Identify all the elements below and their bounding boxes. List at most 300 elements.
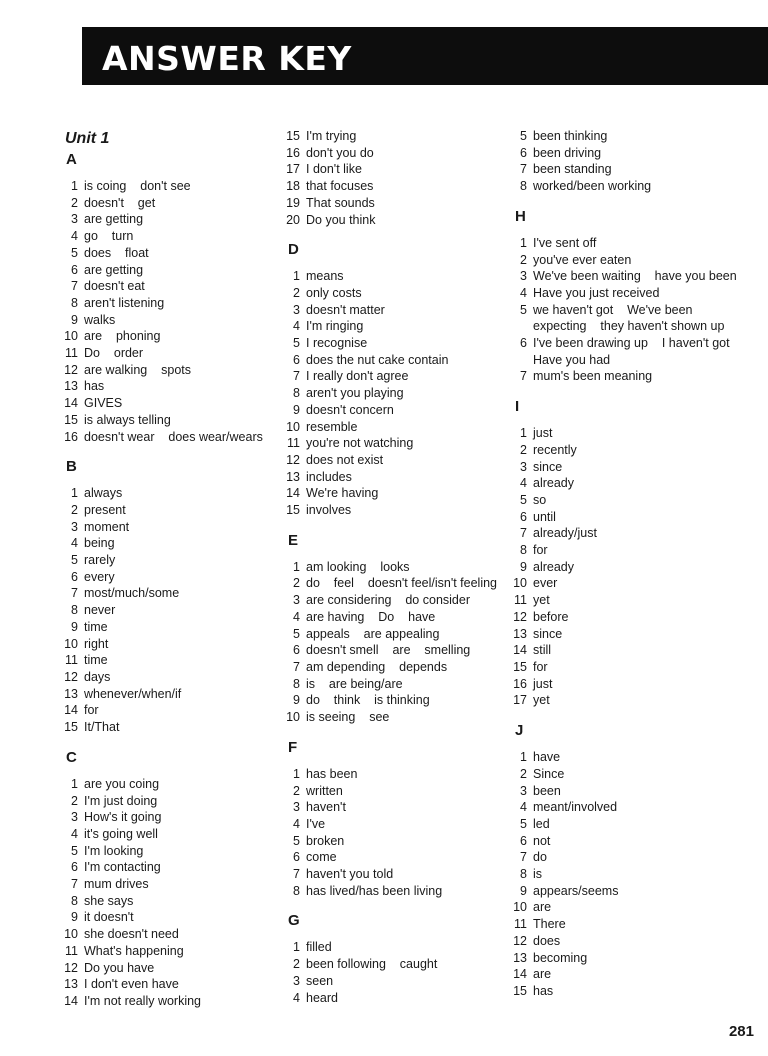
answer-number: 4 bbox=[293, 816, 300, 831]
answer-item bbox=[60, 535, 295, 552]
section-letter: B bbox=[66, 458, 77, 476]
answer-text: do feel doesn't feel/isn't feeling bbox=[306, 576, 498, 591]
answer-text: I'm not really working bbox=[84, 993, 202, 1008]
answer-text: it's going well bbox=[84, 826, 158, 841]
answer-number: 8 bbox=[71, 603, 78, 618]
answer-item bbox=[282, 268, 517, 285]
answer-item bbox=[282, 212, 517, 229]
answer-number: 2 bbox=[520, 766, 527, 781]
answer-number: 17 bbox=[286, 162, 300, 177]
answer-number: 1 bbox=[293, 766, 300, 781]
answer-item bbox=[282, 766, 517, 783]
answer-number: 1 bbox=[520, 750, 527, 765]
answer-number: 13 bbox=[513, 950, 527, 965]
answer-item bbox=[282, 883, 517, 900]
answer-item bbox=[509, 833, 744, 850]
answer-number: 16 bbox=[64, 429, 78, 444]
answer-number: 3 bbox=[71, 519, 78, 534]
answer-item bbox=[60, 328, 295, 345]
answer-number: 11 bbox=[65, 943, 78, 958]
answer-text: That sounds bbox=[306, 195, 375, 210]
answer-text: is bbox=[533, 867, 543, 882]
answer-text: GIVES bbox=[84, 396, 123, 411]
answer-text: don't you do bbox=[306, 145, 374, 160]
answer-text: haven't bbox=[306, 800, 346, 815]
answer-item bbox=[60, 843, 295, 860]
answer-number: 9 bbox=[71, 619, 78, 634]
answer-item bbox=[60, 893, 295, 910]
answer-number: 2 bbox=[71, 793, 78, 808]
answer-number: 14 bbox=[286, 486, 300, 501]
answer-number: 17 bbox=[513, 693, 527, 708]
answer-text: haven't you told bbox=[306, 867, 394, 882]
answer-item bbox=[509, 692, 744, 709]
answer-item bbox=[282, 128, 517, 145]
answer-section bbox=[282, 128, 517, 228]
answer-number: 7 bbox=[520, 526, 527, 541]
answer-item bbox=[509, 575, 744, 592]
answer-item bbox=[282, 368, 517, 385]
answer-text: Do order bbox=[84, 346, 144, 361]
answer-number: 7 bbox=[71, 586, 78, 601]
answer-number: 13 bbox=[513, 626, 527, 641]
answer-text: heard bbox=[306, 990, 338, 1005]
answer-number: 8 bbox=[520, 867, 527, 882]
answer-item bbox=[60, 719, 295, 736]
answer-text: do bbox=[533, 850, 547, 865]
answer-item bbox=[60, 993, 295, 1010]
answer-item bbox=[509, 966, 744, 983]
answer-text: that focuses bbox=[306, 179, 374, 194]
answer-item bbox=[282, 799, 517, 816]
answer-item bbox=[282, 990, 517, 1007]
answer-text: time bbox=[84, 653, 108, 668]
answer-number: 13 bbox=[64, 686, 78, 701]
answer-text: since bbox=[533, 626, 563, 641]
answer-text: aren't listening bbox=[84, 295, 165, 310]
answer-number: 8 bbox=[520, 543, 527, 558]
answer-item bbox=[282, 783, 517, 800]
answer-number: 4 bbox=[520, 285, 527, 300]
answer-item bbox=[282, 626, 517, 643]
answer-item bbox=[282, 352, 517, 369]
answer-number: 20 bbox=[286, 212, 300, 227]
answer-number: 5 bbox=[520, 302, 527, 317]
answer-number: 6 bbox=[71, 860, 78, 875]
answer-number: 10 bbox=[64, 927, 78, 942]
answer-item bbox=[282, 592, 517, 609]
answer-text: do think is thinking bbox=[306, 693, 430, 708]
answer-item bbox=[282, 939, 517, 956]
answer-item bbox=[60, 876, 295, 893]
answer-number: 3 bbox=[293, 302, 300, 317]
answer-number: 6 bbox=[71, 569, 78, 584]
answer-item bbox=[282, 833, 517, 850]
answer-text: doesn't wear does wear/wears bbox=[84, 429, 263, 444]
answer-item bbox=[60, 652, 295, 669]
answer-item bbox=[60, 809, 295, 826]
answer-section bbox=[282, 240, 517, 519]
answer-item bbox=[509, 592, 744, 609]
answer-item bbox=[60, 552, 295, 569]
answer-number: 3 bbox=[71, 212, 78, 227]
answer-number: 5 bbox=[520, 129, 527, 143]
answer-text: includes bbox=[306, 469, 352, 484]
answer-number: 2 bbox=[293, 783, 300, 798]
answer-text: What's happening bbox=[84, 943, 184, 958]
answer-text: always bbox=[84, 486, 123, 501]
answer-item bbox=[282, 559, 517, 576]
answer-number: 6 bbox=[293, 352, 300, 367]
answer-number: 9 bbox=[71, 910, 78, 925]
answer-number: 8 bbox=[520, 179, 527, 194]
answer-number: 3 bbox=[293, 593, 300, 608]
answer-text: recently bbox=[533, 442, 577, 457]
answer-text: yet bbox=[533, 593, 550, 608]
section-letter: H bbox=[515, 207, 526, 225]
answer-item bbox=[509, 128, 744, 145]
answer-number: 1 bbox=[71, 486, 78, 501]
answer-number: 3 bbox=[71, 810, 78, 825]
answer-item bbox=[282, 816, 517, 833]
answer-item bbox=[509, 933, 744, 950]
answer-text: does bbox=[533, 933, 561, 948]
answer-column-2 bbox=[282, 128, 517, 1018]
answer-number: 11 bbox=[514, 917, 527, 932]
answer-text: is always telling bbox=[84, 412, 171, 427]
answer-item bbox=[282, 659, 517, 676]
answer-number: 13 bbox=[286, 469, 300, 484]
answer-number: 9 bbox=[293, 693, 300, 708]
answer-item bbox=[282, 502, 517, 519]
answer-item bbox=[282, 956, 517, 973]
answer-text: becoming bbox=[533, 950, 588, 965]
answer-item bbox=[60, 278, 295, 295]
answer-number: 4 bbox=[293, 319, 300, 334]
answer-text: still bbox=[533, 643, 552, 658]
answer-text: I don't like bbox=[306, 162, 362, 177]
answer-text: ever bbox=[533, 576, 558, 591]
answer-item bbox=[509, 368, 744, 385]
answer-number: 5 bbox=[71, 843, 78, 858]
answer-section bbox=[60, 748, 295, 1010]
answer-text: been thinking bbox=[533, 129, 608, 143]
answer-item bbox=[60, 378, 295, 395]
answer-item bbox=[509, 766, 744, 783]
answer-text: are phoning bbox=[84, 329, 161, 344]
answer-text: I've sent off bbox=[533, 235, 597, 250]
answer-text: has bbox=[533, 983, 554, 998]
answer-text: you've ever eaten bbox=[533, 252, 632, 267]
answer-item bbox=[509, 509, 744, 526]
answer-number: 2 bbox=[520, 442, 527, 457]
answer-text: I don't even have bbox=[84, 977, 179, 992]
answer-text: moment bbox=[84, 519, 130, 534]
answer-number: 5 bbox=[520, 816, 527, 831]
answer-number: 12 bbox=[64, 362, 78, 377]
answer-text: I recognise bbox=[306, 336, 368, 351]
answer-item bbox=[282, 402, 517, 419]
answer-text: means bbox=[306, 269, 344, 284]
answer-item bbox=[282, 435, 517, 452]
answer-number: 12 bbox=[64, 960, 78, 975]
answer-number: 2 bbox=[520, 252, 527, 267]
answer-number: 7 bbox=[293, 867, 300, 882]
answer-item bbox=[509, 783, 744, 800]
answer-number: 16 bbox=[286, 145, 300, 160]
answer-item bbox=[282, 692, 517, 709]
answer-item bbox=[509, 899, 744, 916]
answer-section bbox=[282, 738, 517, 900]
answer-item bbox=[509, 442, 744, 459]
answer-text: mum drives bbox=[84, 877, 149, 892]
answer-number: 8 bbox=[71, 893, 78, 908]
answer-number: 9 bbox=[293, 402, 300, 417]
answer-text: does float bbox=[84, 245, 149, 260]
answer-number: 13 bbox=[64, 379, 78, 394]
answer-item bbox=[509, 626, 744, 643]
answer-text: How's it going bbox=[84, 810, 162, 825]
answer-number: 3 bbox=[293, 800, 300, 815]
answer-text: appeals are appealing bbox=[306, 626, 440, 641]
answer-text: has bbox=[84, 379, 105, 394]
answer-text: not bbox=[533, 833, 551, 848]
answer-text: already bbox=[533, 559, 574, 574]
answer-text: been standing bbox=[533, 162, 612, 177]
answer-text: just bbox=[533, 676, 553, 691]
answer-number: 9 bbox=[71, 312, 78, 327]
answer-item bbox=[282, 285, 517, 302]
section-letter: E bbox=[288, 531, 299, 549]
answer-section bbox=[509, 207, 744, 385]
answer-number: 7 bbox=[520, 162, 527, 177]
section-letter: D bbox=[288, 241, 299, 259]
answer-text: are considering do consider bbox=[306, 593, 470, 608]
header-bar bbox=[82, 27, 768, 85]
answer-item bbox=[509, 285, 744, 302]
answer-number: 10 bbox=[286, 419, 300, 434]
answer-item bbox=[60, 826, 295, 843]
answer-column-1 bbox=[60, 128, 295, 1022]
answer-item bbox=[60, 909, 295, 926]
answer-text: come bbox=[306, 850, 337, 865]
answer-item bbox=[60, 943, 295, 960]
answer-number: 4 bbox=[293, 990, 300, 1005]
answer-text: are walking spots bbox=[84, 362, 191, 377]
answer-number: 7 bbox=[520, 850, 527, 865]
answer-item bbox=[509, 916, 744, 933]
answer-item bbox=[509, 950, 744, 967]
answer-number: 7 bbox=[71, 877, 78, 892]
answer-item bbox=[60, 960, 295, 977]
answer-number: 12 bbox=[513, 609, 527, 624]
answer-text: We've been waiting have you been bbox=[533, 269, 737, 284]
answer-text: doesn't get bbox=[84, 195, 156, 210]
answer-item bbox=[509, 425, 744, 442]
answer-item bbox=[509, 849, 744, 866]
answer-item bbox=[509, 866, 744, 883]
answer-item bbox=[509, 475, 744, 492]
answer-text: are you coing bbox=[84, 776, 160, 791]
answer-number: 2 bbox=[71, 195, 78, 210]
answer-number: 14 bbox=[513, 643, 527, 658]
answer-text: broken bbox=[306, 833, 345, 848]
answer-item bbox=[60, 669, 295, 686]
section-letter: C bbox=[66, 748, 77, 766]
answer-item bbox=[509, 559, 744, 576]
answer-text: for bbox=[84, 703, 99, 718]
answer-text: are getting bbox=[84, 212, 144, 227]
answer-number: 1 bbox=[293, 559, 300, 574]
answer-number: 2 bbox=[71, 502, 78, 517]
answer-number: 6 bbox=[293, 850, 300, 865]
answer-item bbox=[60, 502, 295, 519]
answer-text: Since bbox=[533, 766, 565, 781]
answer-item bbox=[282, 161, 517, 178]
section-letter: J bbox=[515, 722, 524, 740]
answer-text: I really don't agree bbox=[306, 369, 409, 384]
answer-text: you're not watching bbox=[306, 436, 414, 451]
answer-item bbox=[282, 485, 517, 502]
answer-number: 11 bbox=[65, 346, 78, 361]
answer-text: most/much/some bbox=[84, 586, 180, 601]
answer-item bbox=[60, 585, 295, 602]
answer-text: been bbox=[533, 783, 561, 798]
answer-item bbox=[282, 145, 517, 162]
answer-number: 8 bbox=[293, 386, 300, 401]
answer-number: 11 bbox=[287, 436, 300, 451]
answer-text: doesn't eat bbox=[84, 279, 145, 294]
answer-item bbox=[60, 776, 295, 793]
answer-text: I'm ringing bbox=[306, 319, 364, 334]
answer-section bbox=[60, 457, 295, 736]
answer-text: just bbox=[533, 426, 553, 441]
answer-number: 15 bbox=[286, 503, 300, 518]
answer-item bbox=[509, 659, 744, 676]
answer-number: 1 bbox=[520, 426, 527, 441]
answer-item bbox=[509, 983, 744, 1000]
answer-text: aren't you playing bbox=[306, 386, 404, 401]
answer-section bbox=[509, 721, 744, 1000]
answer-text: is coing don't see bbox=[84, 179, 191, 193]
answer-text: am looking looks bbox=[306, 559, 410, 574]
answer-number: 9 bbox=[520, 883, 527, 898]
answer-number: 4 bbox=[520, 800, 527, 815]
answer-number: 5 bbox=[293, 833, 300, 848]
answer-number: 7 bbox=[520, 369, 527, 384]
answer-text: mum's been meaning bbox=[533, 369, 653, 384]
answer-number: 10 bbox=[513, 576, 527, 591]
answer-item bbox=[60, 686, 295, 703]
answer-text: every bbox=[84, 569, 115, 584]
answer-text: I'm trying bbox=[306, 129, 357, 143]
answer-number: 13 bbox=[64, 977, 78, 992]
answer-number: 15 bbox=[513, 659, 527, 674]
answer-item bbox=[509, 492, 744, 509]
answer-number: 14 bbox=[64, 396, 78, 411]
answer-number: 7 bbox=[293, 659, 300, 674]
answer-number: 16 bbox=[513, 676, 527, 691]
answer-text: yet bbox=[533, 693, 550, 708]
answer-number: 7 bbox=[71, 279, 78, 294]
answer-item bbox=[282, 973, 517, 990]
answer-item bbox=[282, 676, 517, 693]
answer-item bbox=[60, 519, 295, 536]
answer-item bbox=[509, 145, 744, 162]
answer-number: 4 bbox=[71, 229, 78, 244]
answer-text: I'm looking bbox=[84, 843, 144, 858]
answer-number: 10 bbox=[286, 710, 300, 725]
answer-number: 6 bbox=[520, 145, 527, 160]
answer-item bbox=[60, 228, 295, 245]
answer-number: 10 bbox=[513, 900, 527, 915]
answer-number: 1 bbox=[71, 776, 78, 791]
answer-number: 2 bbox=[293, 285, 300, 300]
answer-text: Do you have bbox=[84, 960, 155, 975]
answer-text: It/That bbox=[84, 720, 120, 735]
answer-section bbox=[282, 911, 517, 1006]
answer-number: 6 bbox=[520, 509, 527, 524]
answer-text: been following caught bbox=[306, 957, 438, 972]
answer-number: 15 bbox=[64, 412, 78, 427]
answer-item bbox=[509, 335, 744, 368]
answer-section bbox=[60, 150, 295, 445]
answer-section bbox=[509, 397, 744, 709]
answer-number: 5 bbox=[293, 336, 300, 351]
section-letter: I bbox=[515, 398, 520, 416]
answer-item bbox=[60, 859, 295, 876]
answer-number: 18 bbox=[286, 179, 300, 194]
answer-number: 3 bbox=[520, 459, 527, 474]
answer-text: already/just bbox=[533, 526, 597, 541]
answer-item bbox=[509, 302, 744, 335]
answer-number: 15 bbox=[513, 983, 527, 998]
answer-number: 1 bbox=[293, 269, 300, 284]
answer-item bbox=[282, 452, 517, 469]
answer-number: 15 bbox=[64, 720, 78, 735]
answer-item bbox=[509, 883, 744, 900]
answer-text: written bbox=[306, 783, 343, 798]
answer-text: led bbox=[533, 816, 550, 831]
answer-number: 5 bbox=[71, 245, 78, 260]
answer-item bbox=[509, 161, 744, 178]
answer-text: it doesn't bbox=[84, 910, 134, 925]
answer-item bbox=[60, 345, 295, 362]
answer-item bbox=[60, 926, 295, 943]
answer-text: never bbox=[84, 603, 116, 618]
answer-item bbox=[282, 318, 517, 335]
answer-text: days bbox=[84, 669, 111, 684]
answer-item bbox=[282, 335, 517, 352]
answer-text: has been bbox=[306, 766, 358, 781]
answer-text: are bbox=[533, 967, 552, 982]
answer-number: 7 bbox=[293, 369, 300, 384]
answer-item bbox=[509, 642, 744, 659]
answer-number: 4 bbox=[71, 826, 78, 841]
answer-text: until bbox=[533, 509, 556, 524]
answer-number: 3 bbox=[293, 973, 300, 988]
answer-text: does not exist bbox=[306, 452, 384, 467]
answer-number: 6 bbox=[520, 833, 527, 848]
answer-item bbox=[509, 525, 744, 542]
answer-item bbox=[60, 485, 295, 502]
answer-text: am depending depends bbox=[306, 659, 448, 674]
answer-number: 2 bbox=[293, 576, 300, 591]
answer-item bbox=[282, 385, 517, 402]
answer-text: There bbox=[533, 917, 566, 932]
answer-number: 12 bbox=[513, 933, 527, 948]
answer-item bbox=[282, 469, 517, 486]
